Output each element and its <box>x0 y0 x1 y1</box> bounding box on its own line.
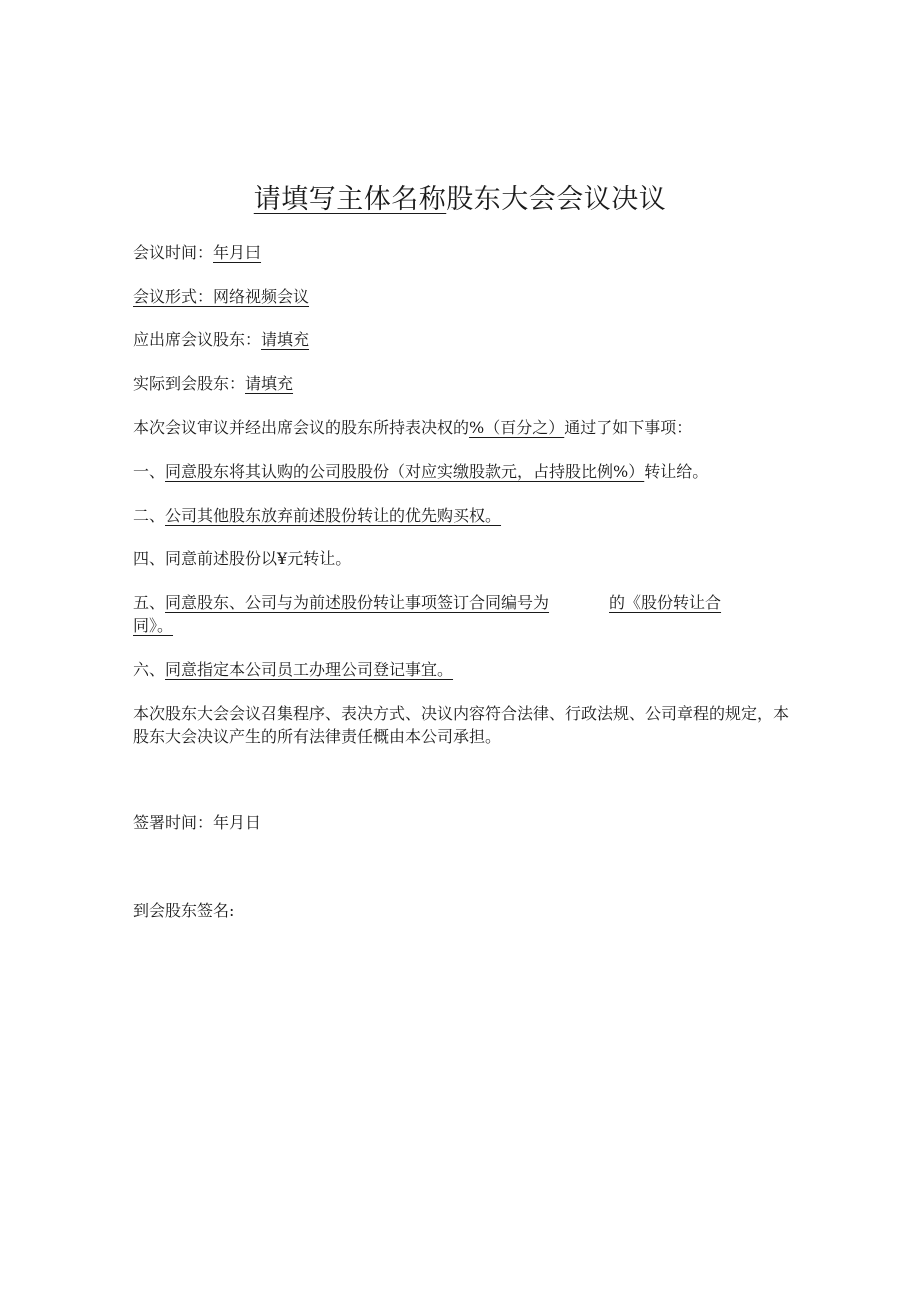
resolution-intro <box>133 416 793 439</box>
actual-shareholders <box>133 372 793 395</box>
item-tail: 转让给。 <box>644 462 709 481</box>
item-text: 同意股东将其认购的公司股股份（对应实缴股款元，占持股比例%） <box>165 462 645 481</box>
item-text-a: 同意股东、公司与为前述股份转让事项签订合同编号为 <box>165 593 550 612</box>
item-number: 六、 <box>133 660 166 679</box>
sign-time: 签署时间：年月日 <box>133 813 262 832</box>
meeting-form-text: 会议形式：网络视频会议 <box>133 287 310 306</box>
actual-shareholders-label: 实际到会股东： <box>133 374 246 393</box>
expected-shareholders-label: 应出席会议股东： <box>133 330 262 349</box>
expected-shareholders-value: 请填充 <box>261 330 310 349</box>
intro-after: 通过了如下事项： <box>564 418 693 437</box>
item-1 <box>133 460 793 483</box>
item-text: 公司其他股东放弃前述股份转让的优先购买权。 <box>165 506 502 525</box>
item-text: 同意指定本公司员工办理公司登记事宜。 <box>165 660 454 679</box>
meeting-time-label: 会议时间： <box>133 243 214 262</box>
actual-shareholders-value: 请填充 <box>245 374 294 393</box>
item-text-b: 的《股份转让合 <box>609 593 722 612</box>
intro-percent: %（百分之） <box>469 418 565 437</box>
item-text: 同意前述股份以¥元转让。 <box>165 549 352 568</box>
item-6 <box>133 658 793 681</box>
item-2 <box>133 504 793 527</box>
item-number: 一、 <box>133 462 166 481</box>
item-number: 五、 <box>133 593 166 612</box>
closing-statement: 本次股东大会会议召集程序、表决方式、决议内容符合法律、行政法规、公司章程的规定，本股东大会决议产生的所有法律责任概由本公司承担。 <box>133 704 790 746</box>
title-suffix: 股东大会会议决议 <box>446 184 667 215</box>
meeting-time-value: 年月曰 <box>213 243 262 262</box>
item-number: 二、 <box>133 506 166 525</box>
item-5-continued <box>133 614 793 637</box>
contract-number-blank <box>549 591 609 614</box>
item-4 <box>133 547 793 570</box>
entity-name-placeholder: 请填写主体名称 <box>253 184 447 215</box>
item-text-c: 同》。 <box>133 616 174 635</box>
meeting-form <box>133 285 793 308</box>
meeting-time <box>133 241 793 264</box>
intro-before: 本次会议审议并经出席会议的股东所持表决权的 <box>133 418 470 437</box>
shareholder-signatures: 到会股东签名: <box>133 901 235 920</box>
expected-shareholders <box>133 328 793 351</box>
item-5 <box>133 591 793 614</box>
item-number: 四、 <box>133 549 166 568</box>
document-title <box>0 180 920 220</box>
